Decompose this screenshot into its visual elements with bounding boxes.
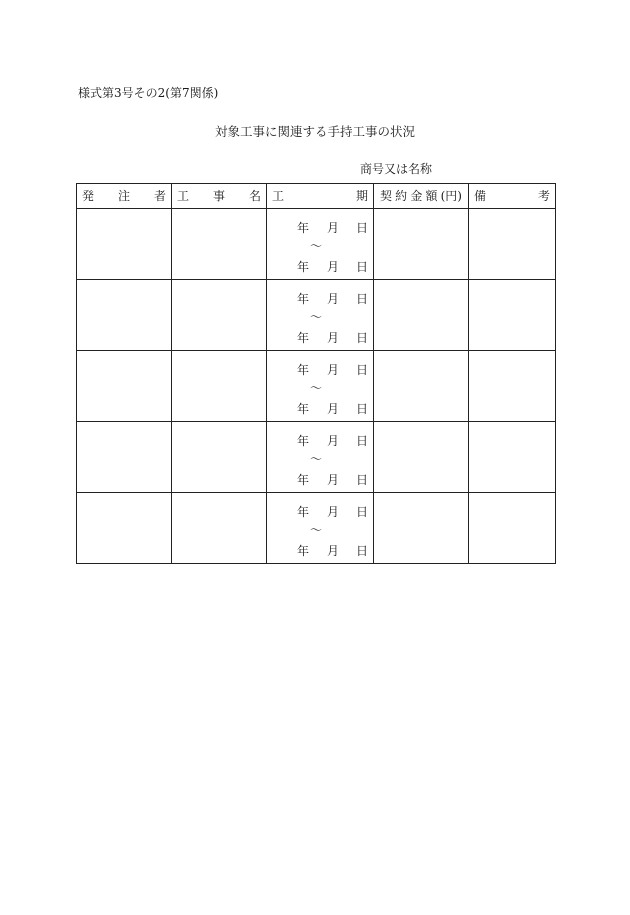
remarks-cell[interactable]	[469, 422, 556, 493]
header-period: 工 期	[267, 184, 374, 209]
table-row	[77, 351, 556, 422]
period-cell[interactable]: 年 月 日 〜 年 月 日	[267, 280, 374, 351]
table-body	[77, 209, 556, 564]
work-name-cell[interactable]	[172, 351, 267, 422]
company-name-label: 商号又は名称	[360, 162, 433, 176]
work-name-cell[interactable]	[172, 493, 267, 564]
contract-amount-cell[interactable]	[374, 280, 469, 351]
ongoing-works-table	[76, 183, 556, 564]
client-cell[interactable]	[77, 280, 172, 351]
remarks-cell[interactable]	[469, 209, 556, 280]
form-number-label: 様式第3号その2(第7関係)	[78, 86, 219, 100]
header-work-name: 工 事 名	[172, 184, 267, 209]
work-name-cell[interactable]	[172, 280, 267, 351]
contract-amount-cell[interactable]	[374, 351, 469, 422]
client-cell[interactable]	[77, 422, 172, 493]
period-cell[interactable]: 年 月 日 〜 年 月 日	[267, 351, 374, 422]
work-name-cell[interactable]	[172, 422, 267, 493]
work-name-cell[interactable]	[172, 209, 267, 280]
client-cell[interactable]	[77, 209, 172, 280]
table-row	[77, 280, 556, 351]
header-client: 発 注 者	[77, 184, 172, 209]
header-remarks: 備 考	[469, 184, 556, 209]
client-cell[interactable]	[77, 493, 172, 564]
document-title: 対象工事に関連する手持工事の状況	[214, 124, 415, 139]
period-cell[interactable]: 年 月 日 〜 年 月 日	[267, 422, 374, 493]
remarks-cell[interactable]	[469, 493, 556, 564]
contract-amount-cell[interactable]	[374, 422, 469, 493]
table-row	[77, 209, 556, 280]
table-header-row	[77, 184, 556, 209]
contract-amount-cell[interactable]	[374, 493, 469, 564]
period-cell[interactable]: 年 月 日 〜 年 月 日	[267, 493, 374, 564]
contract-amount-cell[interactable]	[374, 209, 469, 280]
client-cell[interactable]	[77, 351, 172, 422]
table-row	[77, 422, 556, 493]
header-contract-amount: 契 約 金 額 (円)	[374, 184, 469, 209]
table-row	[77, 493, 556, 564]
remarks-cell[interactable]	[469, 351, 556, 422]
remarks-cell[interactable]	[469, 280, 556, 351]
period-cell[interactable]: 年 月 日 〜 年 月 日	[267, 209, 374, 280]
